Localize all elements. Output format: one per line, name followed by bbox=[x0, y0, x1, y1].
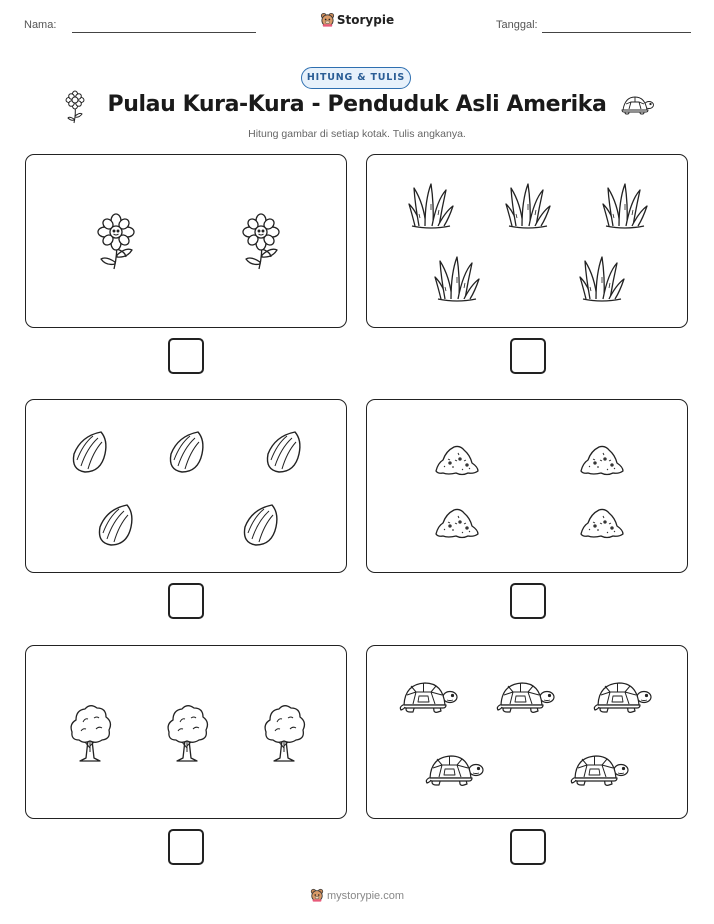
seed-icon bbox=[170, 432, 202, 472]
grass-icon bbox=[580, 257, 624, 301]
turtle-icon bbox=[400, 683, 457, 712]
name-label: Nama: bbox=[24, 19, 57, 31]
answer-box-1[interactable] bbox=[168, 338, 204, 374]
date-line[interactable] bbox=[542, 32, 691, 33]
tree-icon bbox=[71, 706, 110, 761]
brand-name: Storypie bbox=[336, 13, 395, 27]
flower-icon bbox=[98, 214, 134, 269]
activity-badge: HITUNG & TULIS bbox=[301, 67, 411, 89]
turtle-icon bbox=[571, 756, 628, 785]
dirt-mound-icon bbox=[581, 446, 623, 474]
count-card-1 bbox=[25, 154, 347, 328]
count-card-3 bbox=[25, 399, 347, 573]
storypie-bear-icon bbox=[320, 12, 335, 27]
count-card-5 bbox=[25, 645, 347, 819]
page-title: Pulau Kura-Kura - Penduduk Asli Amerika bbox=[107, 92, 607, 117]
answer-box-4[interactable] bbox=[510, 583, 546, 619]
brand bbox=[0, 12, 714, 27]
dirt-mound-icon bbox=[581, 509, 623, 537]
grass-icon bbox=[506, 184, 550, 228]
answer-box-2[interactable] bbox=[510, 338, 546, 374]
tree-icon bbox=[168, 706, 207, 761]
count-card-6 bbox=[366, 645, 688, 819]
storypie-bear-icon bbox=[310, 888, 324, 902]
seed-icon bbox=[73, 432, 105, 472]
date-label: Tanggal: bbox=[496, 19, 538, 31]
answer-box-6[interactable] bbox=[510, 829, 546, 865]
grass-icon bbox=[435, 257, 479, 301]
instructions: Hitung gambar di setiap kotak. Tulis angkanya. bbox=[248, 128, 466, 140]
grass-icon bbox=[603, 184, 647, 228]
dirt-mound-icon bbox=[436, 446, 478, 474]
name-line[interactable] bbox=[72, 32, 256, 33]
count-card-4 bbox=[366, 399, 688, 573]
seed-icon bbox=[267, 432, 299, 472]
turtle-icon bbox=[426, 756, 483, 785]
grass-icon bbox=[409, 184, 453, 228]
tree-icon bbox=[265, 706, 304, 761]
footer-url: mystorypie.com bbox=[326, 890, 405, 902]
turtle-icon bbox=[621, 95, 655, 117]
seed-icon bbox=[244, 505, 276, 545]
turtle-icon bbox=[497, 683, 554, 712]
count-card-2 bbox=[366, 154, 688, 328]
dirt-mound-icon bbox=[436, 509, 478, 537]
answer-box-3[interactable] bbox=[168, 583, 204, 619]
answer-box-5[interactable] bbox=[168, 829, 204, 865]
flower-icon bbox=[243, 214, 279, 269]
seed-icon bbox=[99, 505, 131, 545]
turtle-icon bbox=[594, 683, 651, 712]
footer bbox=[0, 888, 714, 902]
